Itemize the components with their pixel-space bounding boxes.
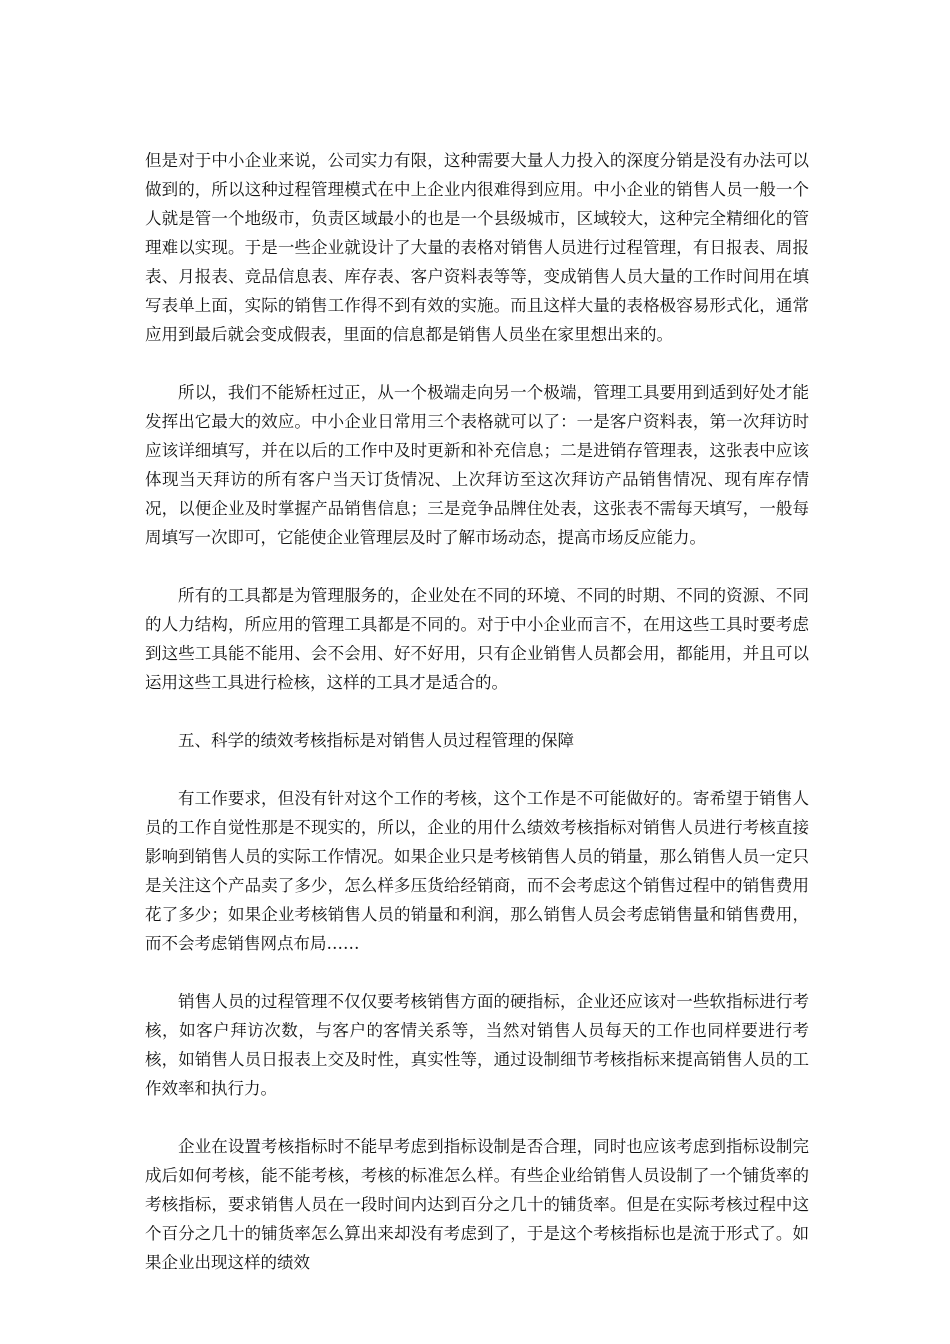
paragraph-1: 但是对于中小企业来说，公司实力有限，这种需要大量人力投入的深度分销是没有办法可以做到的，所以这种过程管理模式在中上企业内很难得到应用。中小企业的销售人员一般一个人就是管一个地级市，负责区域最小的也是一个县级城市，区域较大，这种完全精细化的管理难以实现。于是一些企业就设计了大量的表格对销售人员进行过程管理，有日报表、周报表、月报表、竞品信息表、库存表、客户资料表等等，变成销售人员大量的工作时间用在填写表单上面，实际的销售工作得不到有效的实施。而且这样大量的表格极容易形式化，通常应用到最后就会变成假表，里面的信息都是销售人员坐在家里想出来的。 — [145, 151, 809, 344]
paragraph-6: 企业在设置考核指标时不能早考虑到指标设制是否合理，同时也应该考虑到指标设制完成后如何考核，能不能考核，考核的标准怎么样。有些企业给销售人员设制了一个铺货率的考核指标，要求销售人员在一段时间内达到百分之几十的铺货率。但是在实际考核过程中这个百分之几十的铺货率怎么算出来却没有考虑到了，于是这个考核指标也是流于形式了。如果企业出现这样的绩效 — [145, 1137, 809, 1272]
paragraph-4: 有工作要求，但没有针对这个工作的考核，这个工作是不可能做好的。寄希望于销售人员的工作自觉性那是不现实的，所以，企业的用什么绩效考核指标对销售人员进行考核直接影响到销售人员的实际工作情况。如果企业只是考核销售人员的销量，那么销售人员一定只是关注这个产品卖了多少，怎么样多压货给经销商，而不会考虑这个销售过程中的销售费用花了多少；如果企业考核销售人员的销量和利润，那么销售人员会考虑销售量和销售费用，而不会考虑销售网点布局…… — [145, 789, 809, 953]
paragraph-5: 销售人员的过程管理不仅仅要考核销售方面的硬指标，企业还应该对一些软指标进行考核，如客户拜访次数，与客户的客情关系等，当然对销售人员每天的工作也同样要进行考核，如销售人员日报表上交及时性，真实性等，通过设制细节考核指标来提高销售人员的工作效率和执行力。 — [145, 992, 809, 1098]
paragraph-3: 所有的工具都是为管理服务的，企业处在不同的环境、不同的时期、不同的资源、不同的人力结构，所应用的管理工具都是不同的。对于中小企业而言不，在用这些工具时要考虑到这些工具能不能用、会不会用、好不好用，只有企业销售人员都会用，都能用，并且可以运用这些工具进行检核，这样的工具才是适合的。 — [145, 586, 809, 692]
paragraph-2: 所以，我们不能矫枉过正，从一个极端走向另一个极端，管理工具要用到适到好处才能发挥出它最大的效应。中小企业日常用三个表格就可以了：一是客户资料表，第一次拜访时应该详细填写，并在以后的工作中及时更新和补充信息；二是进销存管理表，这张表中应该体现当天拜访的所有客户当天订货情况、上次拜访至这次拜访产品销售情况、现有库存情况，以便企业及时掌握产品销售信息；三是竞争品牌住处表，这张表不需每天填写，一般每周填写一次即可，它能使企业管理层及时了解市场动态，提高市场反应能力。 — [145, 383, 809, 547]
section-heading: 五、科学的绩效考核指标是对销售人员过程管理的保障 — [178, 731, 574, 750]
document-body — [145, 146, 809, 1306]
